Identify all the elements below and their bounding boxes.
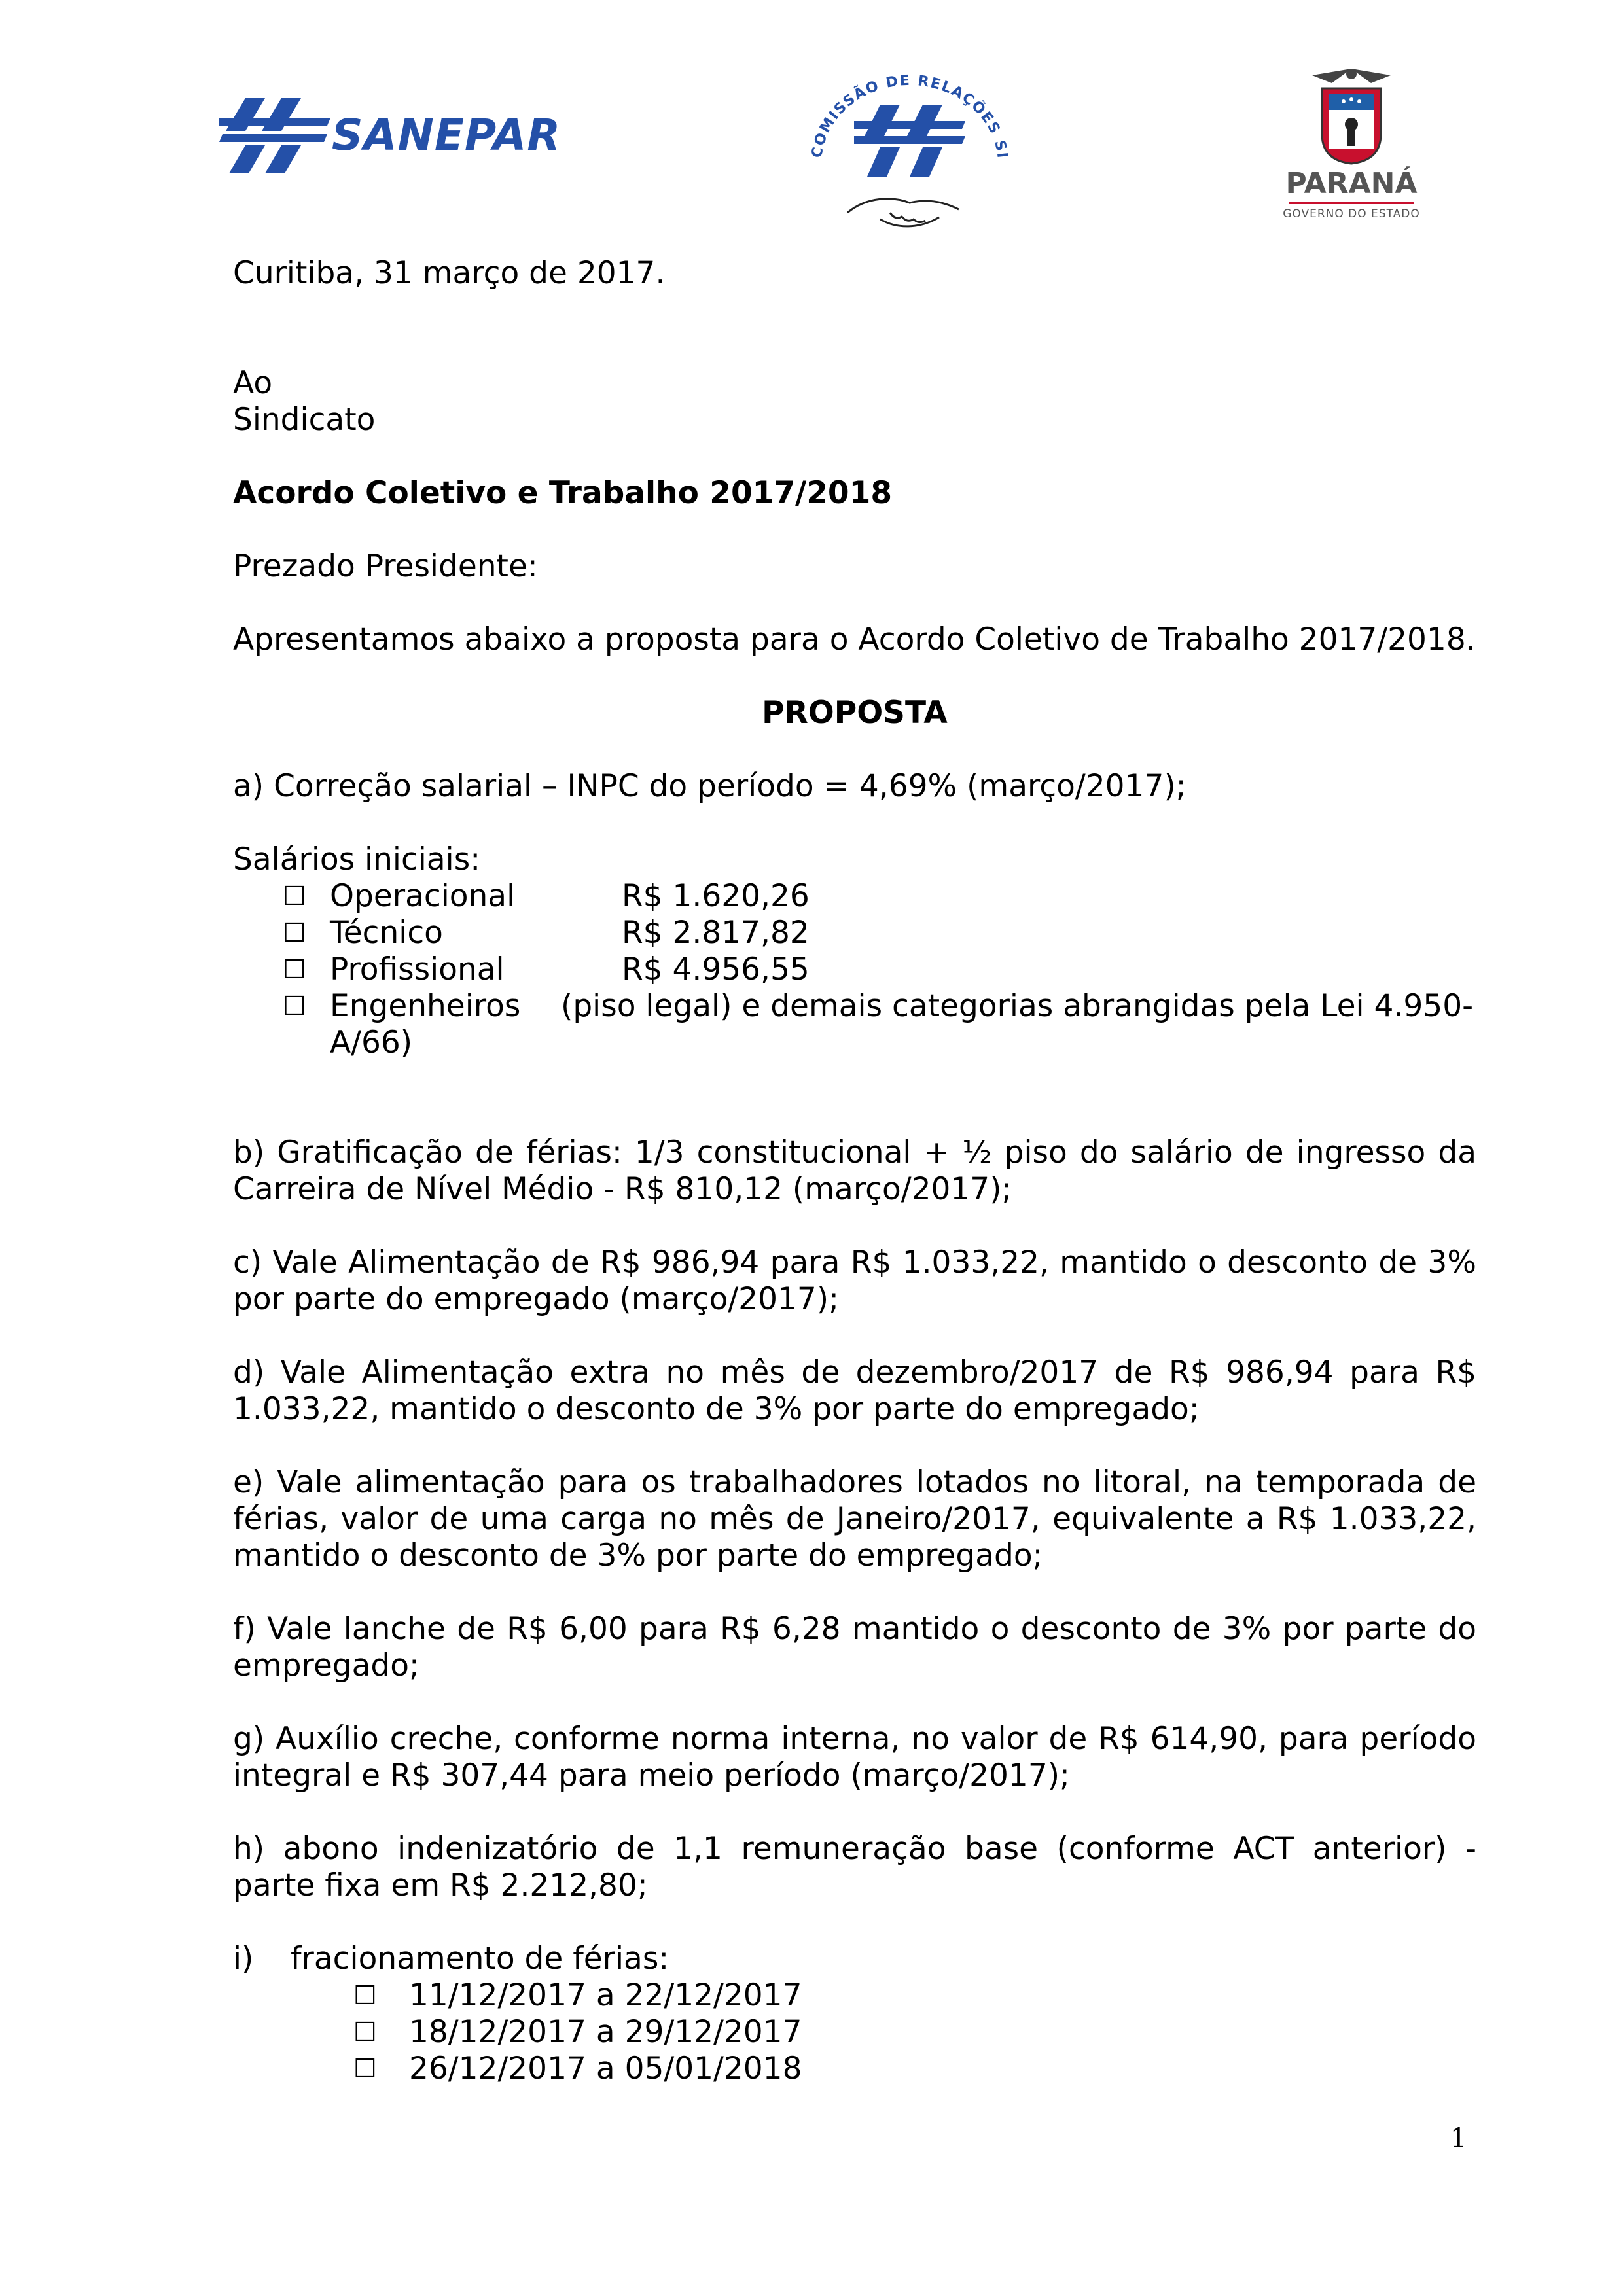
ferias-period: 18/12/2017 a 29/12/2017	[409, 2014, 802, 2050]
intro-paragraph: Apresentamos abaixo a proposta para o Acordo Coletivo de Trabalho 2017/2018.	[233, 622, 1476, 658]
salario-value: R$ 1.620,26	[622, 878, 810, 914]
item-b: b) Gratificação de férias: 1/3 constitucional + ½ piso do salário de ingresso da Carreira de Nível Médio - R$ 810,12 (março/2017);	[233, 1135, 1476, 1207]
item-h: h) abono indenizatório de 1,1 remuneração base (conforme ACT anterior) - parte fixa em R$ 2.212,80;	[233, 1831, 1476, 1903]
recipient-line-1: Ao	[233, 365, 273, 401]
salario-category: Profissional	[330, 951, 505, 987]
sanepar-logo	[219, 92, 560, 177]
page-number: 1	[1450, 2123, 1467, 2153]
svg-text:COMISSÃO DE RELAÇÕES SINDICAIS: COMISSÃO DE RELAÇÕES SI	[809, 72, 1010, 160]
salario-category: Técnico	[330, 915, 443, 951]
section-title: PROPOSTA	[762, 695, 948, 731]
checkbox-bullet-icon: ☐	[353, 2054, 377, 2084]
item-d: d) Vale Alimentação extra no mês de dezembro/2017 de R$ 986,94 para R$ 1.033,22, mantido o desconto de 3% por parte do empregado;	[233, 1354, 1476, 1427]
salarios-title: Salários iniciais:	[233, 841, 481, 877]
item-f: f) Vale lanche de R$ 6,00 para R$ 6,28 mantido o desconto de 3% por parte do empregado;	[233, 1611, 1476, 1684]
salutation: Prezado Presidente:	[233, 548, 538, 584]
item-e: e) Vale alimentação para os trabalhadores lotados no litoral, na temporada de férias, valor de uma carga no mês de Janeiro/2017, equivalente a R$ 1.033,22, mantido o desconto de 3% por parte do empregado;	[233, 1464, 1476, 1574]
ferias-period: 26/12/2017 a 05/01/2018	[409, 2051, 802, 2087]
salario-category: Operacional	[330, 878, 516, 914]
item-c: c) Vale Alimentação de R$ 986,94 para R$ 1.033,22, mantido o desconto de 3% por parte do empregado (março/2017);	[233, 1245, 1476, 1317]
sanepar-emblem-icon	[219, 92, 330, 177]
item-i-text: fracionamento de férias:	[291, 1941, 669, 1977]
salario-value: R$ 4.956,55	[622, 951, 810, 987]
parana-logo-subtext: GOVERNO DO ESTADO	[1283, 207, 1420, 221]
checkbox-bullet-icon: ☐	[353, 2017, 377, 2047]
checkbox-bullet-icon: ☐	[283, 881, 306, 911]
item-g: g) Auxílio creche, conforme norma interna, no valor de R$ 614,90, para período integral e R$ 307,44 para meio período (março/2017);	[233, 1721, 1476, 1793]
item-i-label: i)	[233, 1941, 254, 1977]
checkbox-bullet-icon: ☐	[353, 1981, 377, 2011]
ferias-period: 11/12/2017 a 22/12/2017	[409, 1977, 802, 2013]
place-date: Curitiba, 31 março de 2017.	[233, 255, 666, 291]
parana-logo-rule	[1289, 202, 1414, 204]
recipient-line-2: Sindicato	[233, 402, 376, 438]
subject-line: Acordo Coletivo e Trabalho 2017/2018	[233, 475, 893, 511]
comissao-logo	[782, 65, 1037, 236]
salario-value-continuation: A/66)	[330, 1025, 413, 1061]
salario-value: R$ 2.817,82	[622, 915, 810, 951]
salario-value: (piso legal) e demais categorias abrangidas pela Lei 4.950-	[561, 988, 1474, 1024]
parana-logo	[1266, 62, 1436, 226]
parana-logo-text: PARANÁ	[1285, 167, 1418, 200]
comissao-emblem-icon	[782, 65, 1037, 236]
checkbox-bullet-icon: ☐	[283, 955, 306, 985]
checkbox-bullet-icon: ☐	[283, 918, 306, 948]
salario-category: Engenheiros	[330, 988, 521, 1024]
checkbox-bullet-icon: ☐	[283, 991, 306, 1021]
item-a: a) Correção salarial – INPC do período = 4,69% (março/2017);	[233, 768, 1186, 804]
sanepar-logo-text: SANEPAR	[332, 110, 562, 160]
parana-coat-of-arms-icon	[1266, 62, 1436, 167]
